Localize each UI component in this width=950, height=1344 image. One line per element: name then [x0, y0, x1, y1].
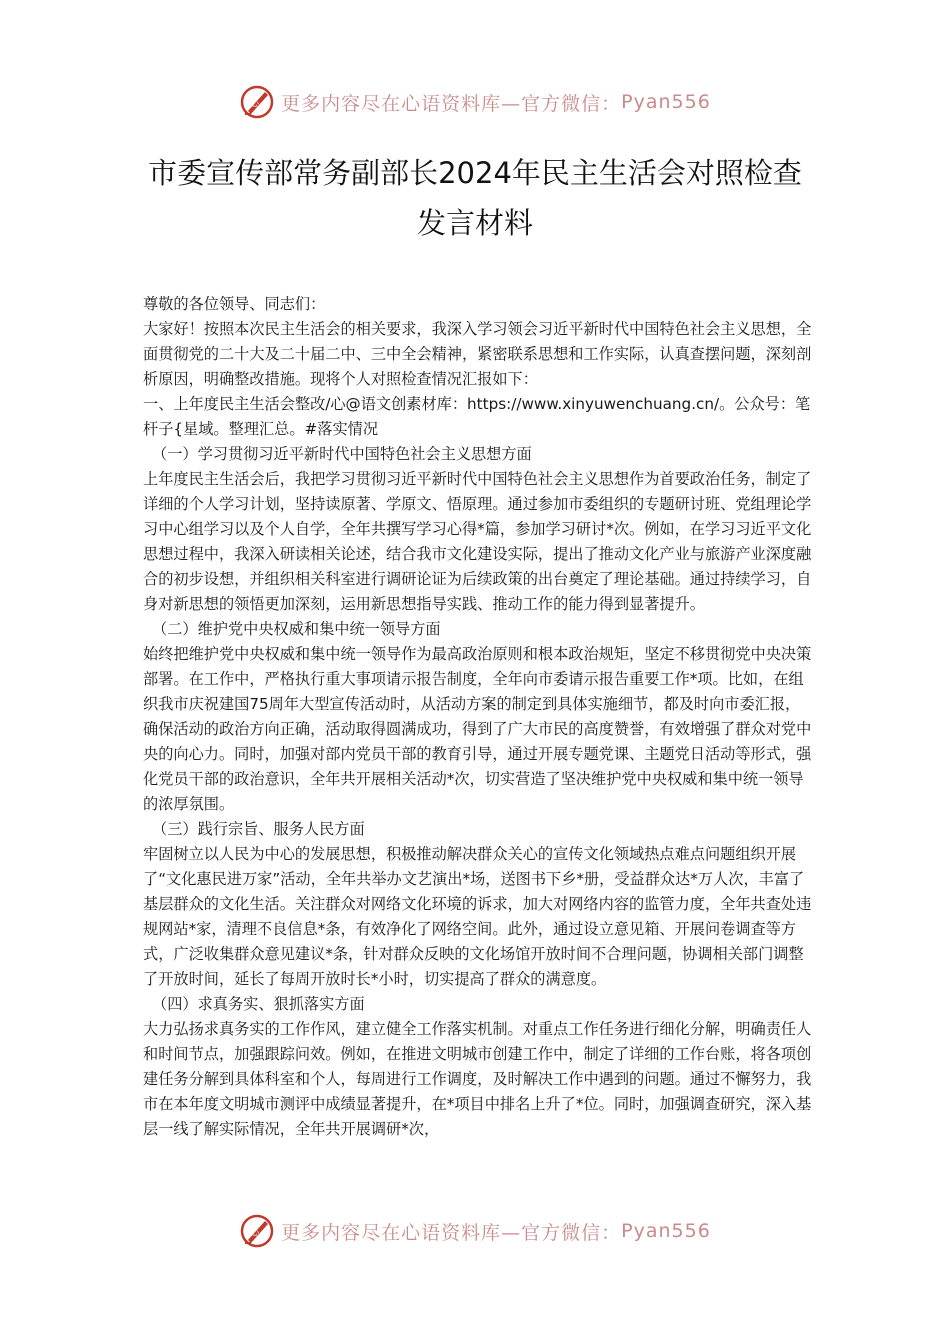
watermark-text: 更多内容尽在心语资料库—官方微信：	[281, 92, 622, 115]
title-line-1: 市委宣传部常务副部长2024年民主生活会对照检查	[148, 156, 802, 190]
section-1-title: 一、上年度民主生活会整改/心@语文创素材库：https://www.xinyuwenchuang.cn/。公众号：笔杆子{星域。整理汇总。#落实情况	[143, 395, 811, 438]
wechat-id: Pyan556	[621, 91, 711, 113]
svg-text:心: 心	[250, 99, 260, 109]
pen-logo-icon	[239, 1213, 275, 1249]
subsection-2-body: 始终把维护党中央权威和集中统一领导作为最高政治原则和根本政治规矩，坚定不移贯彻党中央决策部署。在工作中，严格执行重大事项请示报告制度，全年向市委请示报告重要工作*项。比如，在组织我市庆祝建国75周年大型宣传活动时，从活动方案的制定到具体实施细节，都及时向市委汇报，确保活动的政治方向正确，活动取得圆满成功，得到了广大市民的高度赞誉，有效增强了群众对党中央的向心力。同时，加强对部内党员干部的教育引导，通过开展专题党课、主题党日活动等形式，强化党员干部的政治意识，全年共开展相关活动*次，切实营造了坚决维护党中央权威和集中统一领导的浓厚氛围。	[143, 645, 812, 813]
subsection-4-title: （四）求真务实、狠抓落实方面	[152, 995, 365, 1013]
subsection-3-body: 牢固树立以人民为中心的发展思想，积极推动解决群众关心的宣传文化领域热点难点问题组织开展了“文化惠民进万家”活动，全年共举办文艺演出*场，送图书下乡*册，受益群众达*万人次，丰富了基层群众的文化生活。关注群众对网络文化环境的诉求，加大对网络内容的监管力度，全年共查处违规网站*家，清理不良信息*条，有效净化了网络空间。此外，通过设立意见箱、开展问卷调查等方式，广泛收集群众意见建议*条，针对群众反映的文化场馆开放时间不合理问题，协调相关部门调整了开放时间，延长了每周开放时长*小时，切实提高了群众的满意度。	[143, 845, 812, 988]
watermark-banner-top	[0, 82, 950, 122]
page-title	[100, 148, 850, 248]
watermark-banner-bottom	[0, 1211, 950, 1251]
subsection-1-body: 上年度民主生活会后，我把学习贯彻习近平新时代中国特色社会主义思想作为首要政治任务，制定了详细的个人学习计划，坚持读原著、学原文、悟原理。通过参加市委组织的专题研讨班、党组理论学习中心组学习以及个人自学，全年共撰写学习心得*篇，参加学习研讨*次。例如，在学习习近平文化思想过程中，我深入研读相关论述，结合我市文化建设实际，提出了推动文化产业与旅游产业深度融合的初步设想，并组织相关科室进行调研论证为后续政策的出台奠定了理论基础。通过持续学习，自身对新思想的领悟更加深刻，运用新思想指导实践、推动工作的能力得到显著提升。	[143, 470, 812, 613]
subsection-4-body: 大力弘扬求真务实的工作作风，建立健全工作落实机制。对重点工作任务进行细化分解，明确责任人和时间节点，加强跟踪问效。例如，在推进文明城市创建工作中，制定了详细的工作台账，将各项创建任务分解到具体科室和个人，每周进行工作调度，及时解决工作中遇到的问题。通过不懈努力，我市在本年度文明城市测评中成绩显著提升，在*项目中排名上升了*位。同时，加强调查研究，深入基层一线了解实际情况，全年共开展调研*次，	[143, 1020, 812, 1138]
subsection-1-title: （一）学习贯彻习近平新时代中国特色社会主义思想方面	[152, 445, 532, 463]
salutation: 尊敬的各位领导、同志们：	[143, 295, 326, 313]
document-body	[143, 292, 815, 1142]
wechat-id: Pyan556	[621, 1220, 711, 1242]
subsection-3-title: （三）践行宗旨、服务人民方面	[152, 820, 365, 838]
watermark-text: 更多内容尽在心语资料库—官方微信：	[281, 1221, 622, 1244]
title-line-2: 发言材料	[416, 206, 533, 240]
intro-paragraph: 大家好！按照本次民主生活会的相关要求，我深入学习领会习近平新时代中国特色社会主义思想，全面贯彻党的二十大及二十届二中、三中全会精神，紧密联系思想和工作实际，认真查摆问题，深刻剖析原因，明确整改措施。现将个人对照检查情况汇报如下：	[143, 320, 812, 388]
svg-text:心: 心	[250, 1228, 260, 1238]
pen-logo-icon	[239, 84, 275, 120]
subsection-2-title: （二）维护党中央权威和集中统一领导方面	[152, 620, 441, 638]
